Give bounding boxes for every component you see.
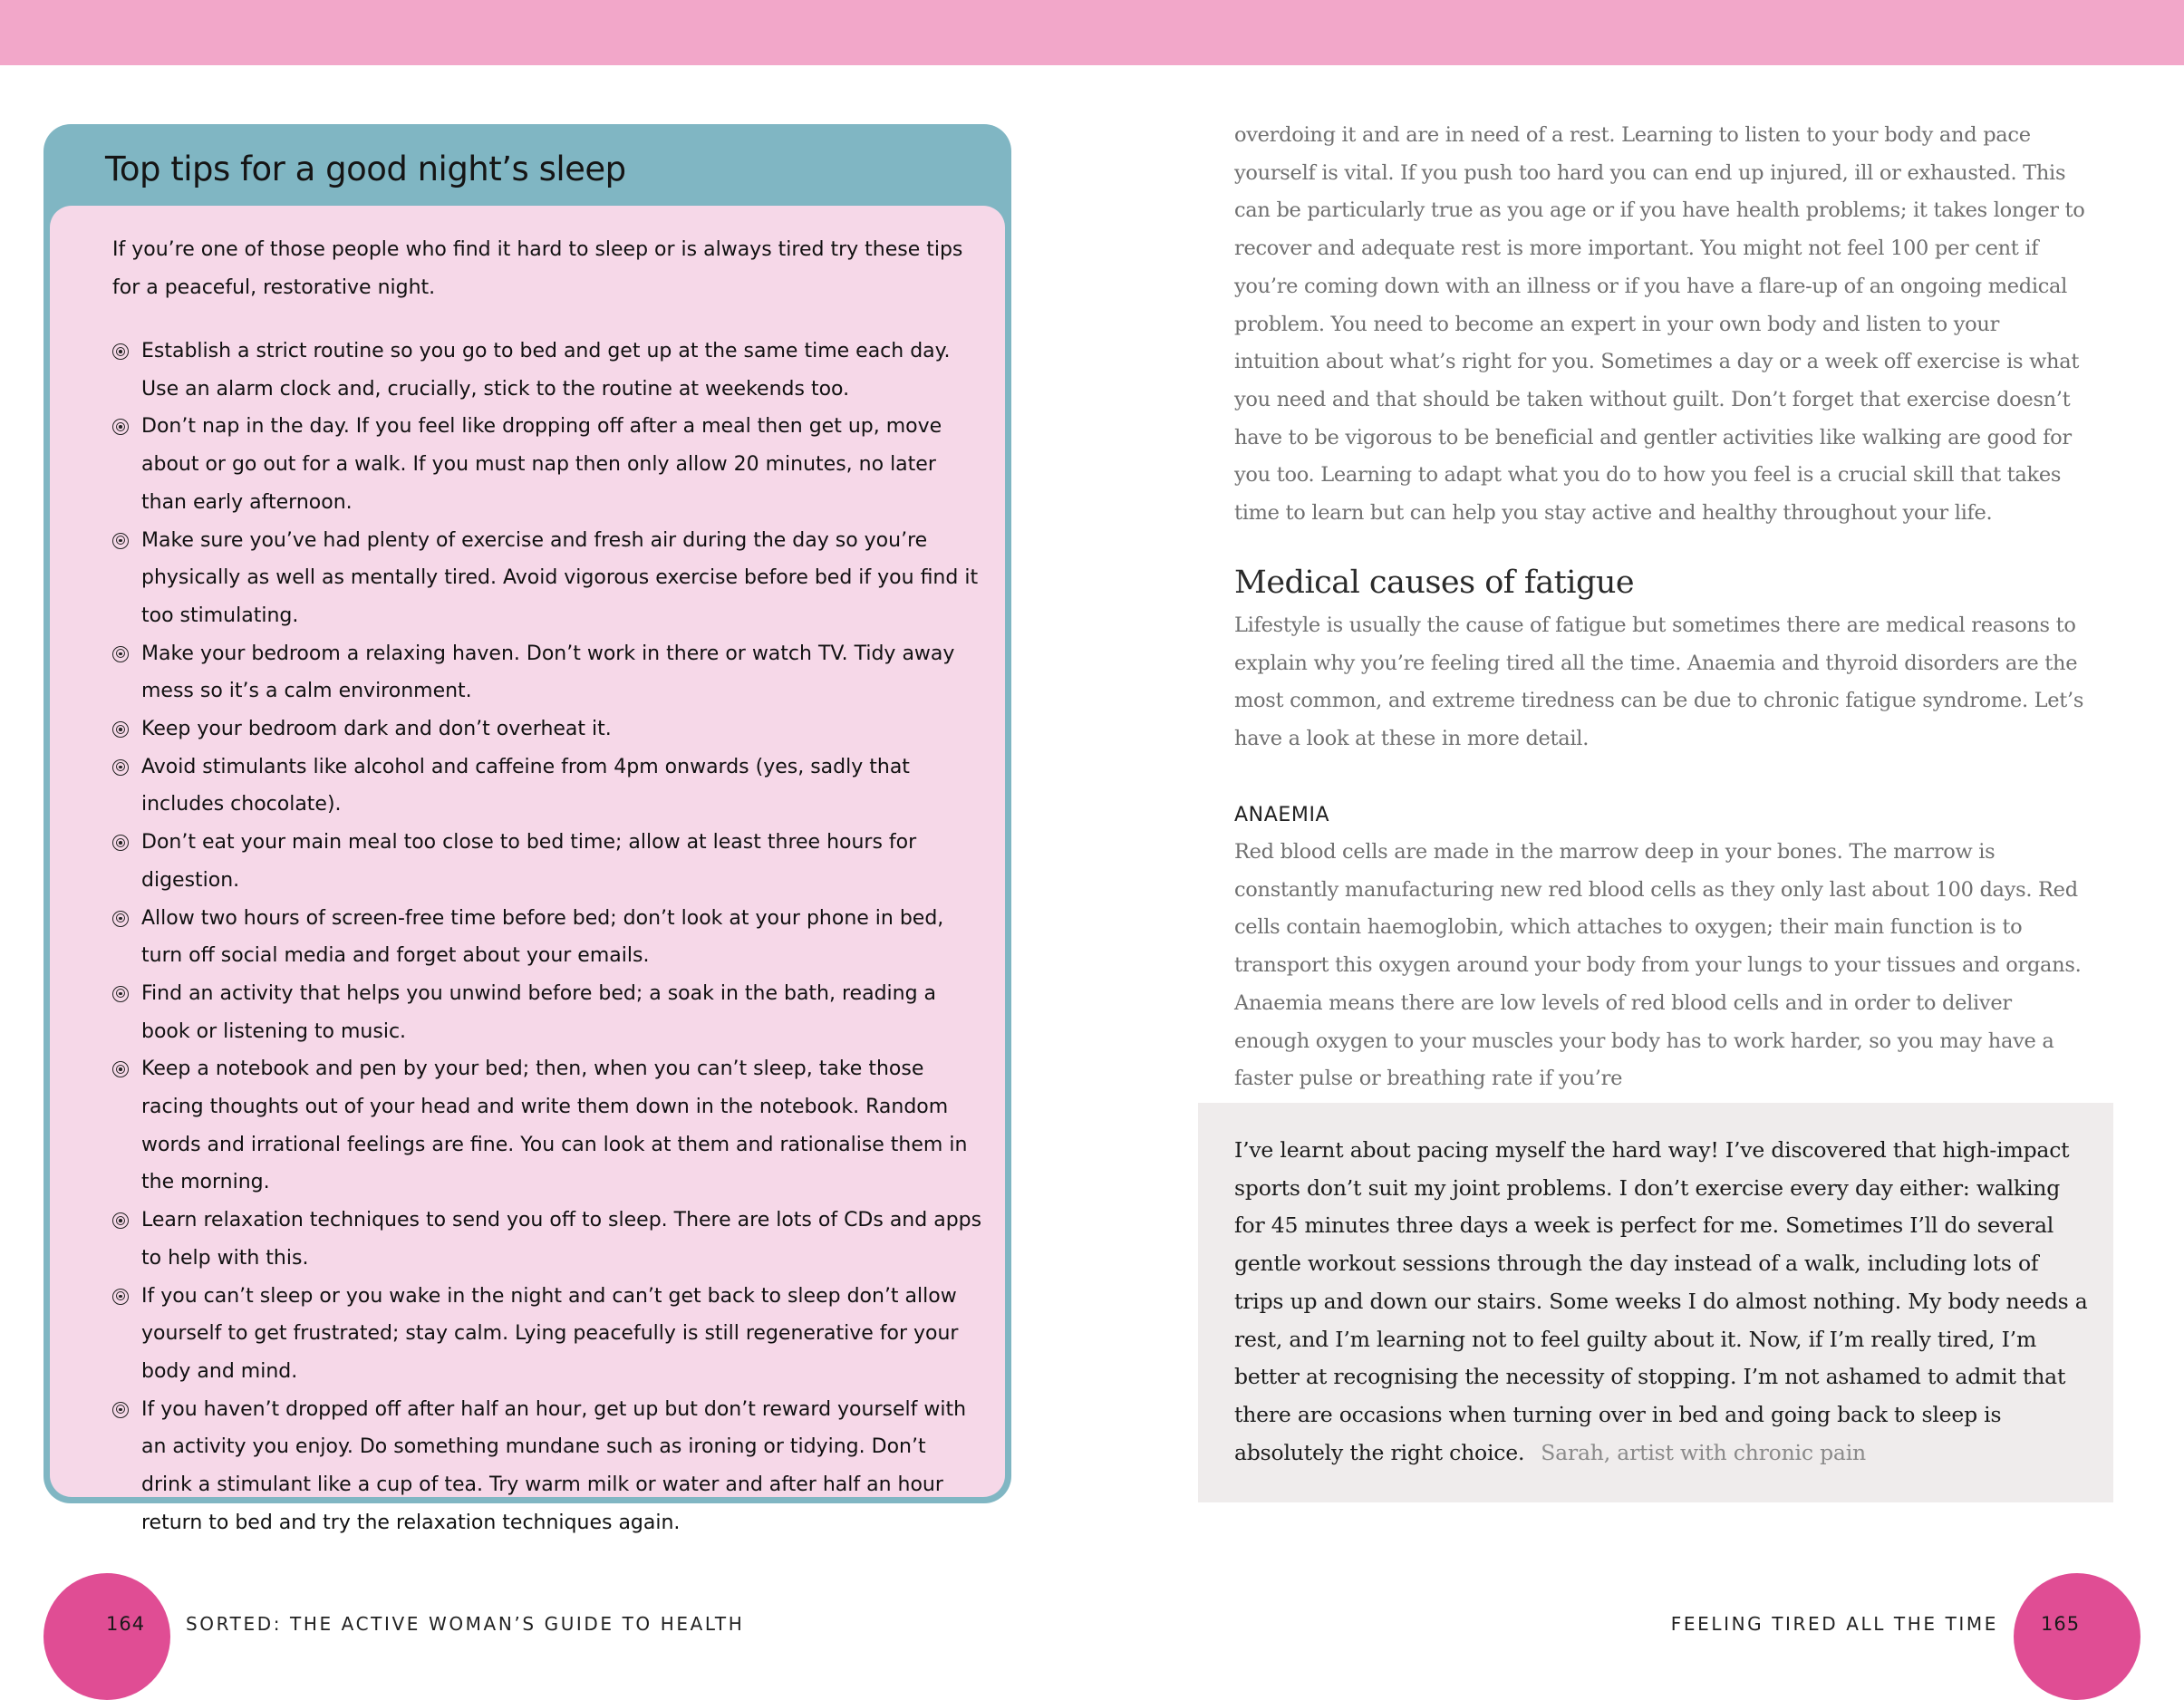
quote-body: I’ve learnt about pacing myself the hard way! I’ve discovered that high-impact sports don’t suit my joint problems. I don’t exercise every day either: walking for 45 minutes three days a week is perfect for me. Sometimes I’ll do several gentle workout sessions through the day instead of a walk, including lots of trips up and down our stairs. Some weeks I do almost nothing. My body needs a rest, and I’m learning not to feel guilty about it. Now, if I’m really tired, I’m better at recognising the necessity of stopping. I’m not ashamed to admit that there are occasions when turning over in bed and going back to sleep is absolutely the right choice. bbox=[1234, 1137, 2088, 1465]
tip-item bbox=[112, 710, 982, 749]
tip-item bbox=[112, 824, 982, 899]
concentric-circles-icon bbox=[112, 1402, 129, 1418]
tip-item bbox=[112, 1202, 982, 1277]
concentric-circles-icon bbox=[112, 721, 129, 738]
concentric-circles-icon bbox=[112, 835, 129, 851]
concentric-circles-icon bbox=[112, 419, 129, 435]
quote-text bbox=[1234, 1132, 2091, 1472]
tip-item bbox=[112, 1278, 982, 1391]
tip-text: Learn relaxation techniques to send you off to sleep. There are lots of CDs and apps to help with this. bbox=[141, 1209, 982, 1270]
concentric-circles-icon bbox=[112, 533, 129, 549]
tip-item bbox=[112, 635, 982, 710]
top-color-band bbox=[0, 0, 2184, 65]
tip-text: Make your bedroom a relaxing haven. Don’t work in there or watch TV. Tidy away mess so it’s a calm environment. bbox=[141, 642, 955, 703]
body-paragraph: Red blood cells are made in the marrow deep in your bones. The marrow is constantly manufacturing new red blood cells as they only last about 100 days. Red cells contain haemoglobin, which attaches to oxygen; their main function is to transport this oxygen around your body from your lungs to your tissues and organs. Anaemia means there are low levels of red blood cells and in order to deliver enough oxygen to your muscles your body has to work harder, so you may have a faster pulse or breathing rate if you’re bbox=[1234, 840, 2082, 1091]
tip-text: Keep your bedroom dark and don’t overheat it. bbox=[141, 718, 612, 741]
tip-text: Keep a notebook and pen by your bed; then, when you can’t sleep, take those racing thoughts out of your head and write them down in the notebook. Random words and irrational feelings are fine. You can look at them and rationalise them in the morning. bbox=[141, 1058, 968, 1194]
tip-item bbox=[112, 522, 982, 635]
concentric-circles-icon bbox=[112, 1289, 129, 1305]
tip-text: Make sure you’ve had plenty of exercise and fresh air during the day so you’re physically as well as mentally tired. Avoid vigorous exercise before bed if you find it too stimulating. bbox=[141, 528, 979, 627]
running-head: SORTED: THE ACTIVE WOMAN’S GUIDE TO HEALTH bbox=[186, 1613, 745, 1635]
tip-text: If you can’t sleep or you wake in the night and can’t get back to sleep don’t allow yourself to get frustrated; stay calm. Lying peacefully is still regenerative for your body and mind. bbox=[141, 1284, 959, 1383]
quote-attribution: Sarah, artist with chronic pain bbox=[1541, 1439, 1866, 1465]
tip-text: Find an activity that helps you unwind before bed; a soak in the bath, reading a book or listening to music. bbox=[141, 981, 937, 1043]
tip-item bbox=[112, 975, 982, 1050]
tip-text: Allow two hours of screen-free time before bed; don’t look at your phone in bed, turn off social media and forget about your emails. bbox=[141, 906, 944, 968]
concentric-circles-icon bbox=[112, 759, 129, 776]
concentric-circles-icon bbox=[112, 646, 129, 662]
tip-item bbox=[112, 749, 982, 824]
tip-text: Don’t eat your main meal too close to bed time; allow at least three hours for digestion. bbox=[141, 831, 917, 892]
tip-item bbox=[112, 900, 982, 975]
concentric-circles-icon bbox=[112, 343, 129, 360]
body-paragraph: overdoing it and are in need of a rest. Learning to listen to your body and pace yourself is vital. If you push too hard you can end up injured, ill or exhausted. This can be particularly true as you age or if you have health problems; it takes longer to recover and adequate rest is more important. You might not feel 100 per cent if you’re coming down with an illness or if you have a flare-up of an ongoing medical problem. You need to become an expert in your own body and listen to your intuition about what’s right for you. Sometimes a day or a week off exercise is what you need and that should be taken without guilt. Don’t forget that exercise doesn’t have to be vigorous to be beneficial and gentler activities like walking are good for you too. Learning to adapt what you do to how you feel is a crucial skill that takes time to learn but can help you stay active and healthy throughout your life. bbox=[1234, 123, 2085, 526]
tips-list bbox=[112, 333, 982, 1542]
page-number: 164 bbox=[106, 1613, 146, 1635]
concentric-circles-icon bbox=[112, 1212, 129, 1229]
tips-box-title: Top tips for a good night’s sleep bbox=[105, 150, 626, 188]
section-heading: Medical causes of fatigue bbox=[1234, 565, 1635, 601]
concentric-circles-icon bbox=[112, 986, 129, 1002]
tips-box bbox=[43, 124, 1011, 1534]
tip-item bbox=[112, 408, 982, 521]
running-head: FEELING TIRED ALL THE TIME bbox=[1670, 1613, 1998, 1635]
tips-panel bbox=[50, 206, 1005, 1534]
tip-item bbox=[112, 1391, 982, 1542]
page-number: 165 bbox=[2041, 1613, 2081, 1635]
tip-text: If you haven’t dropped off after half an hour, get up but don’t reward yourself with an activity you enjoy. Do something mundane such as ironing or tidying. Don’t drink a stimulant like a cup of tea. Try warm milk or water and after half an hour return to bed and try the relaxation techniques again. bbox=[141, 1397, 967, 1534]
tip-item bbox=[112, 1050, 982, 1202]
tip-item bbox=[112, 333, 982, 408]
tips-intro: If you’re one of those people who find it hard to sleep or is always tired try these tips for a peaceful, restorative night. bbox=[112, 238, 963, 299]
quote-box bbox=[1198, 1103, 2113, 1502]
tip-text: Establish a strict routine so you go to bed and get up at the same time each day. Use an alarm clock and, crucially, stick to the routine at weekends too. bbox=[141, 340, 951, 401]
tip-text: Don’t nap in the day. If you feel like dropping off after a meal then get up, move about or go out for a walk. If you must nap then only allow 20 minutes, no later than early afternoon. bbox=[141, 415, 942, 514]
subheading: ANAEMIA bbox=[1234, 804, 1330, 826]
body-paragraph: Lifestyle is usually the cause of fatigue but sometimes there are medical reasons to explain why you’re feeling tired all the time. Anaemia and thyroid disorders are the most common, and extreme tiredness can be due to chronic fatigue syndrome. Let’s have a look at these in more detail. bbox=[1234, 613, 2084, 751]
tip-text: Avoid stimulants like alcohol and caffeine from 4pm onwards (yes, sadly that includes chocolate). bbox=[141, 755, 910, 816]
concentric-circles-icon bbox=[112, 1061, 129, 1077]
concentric-circles-icon bbox=[112, 911, 129, 927]
